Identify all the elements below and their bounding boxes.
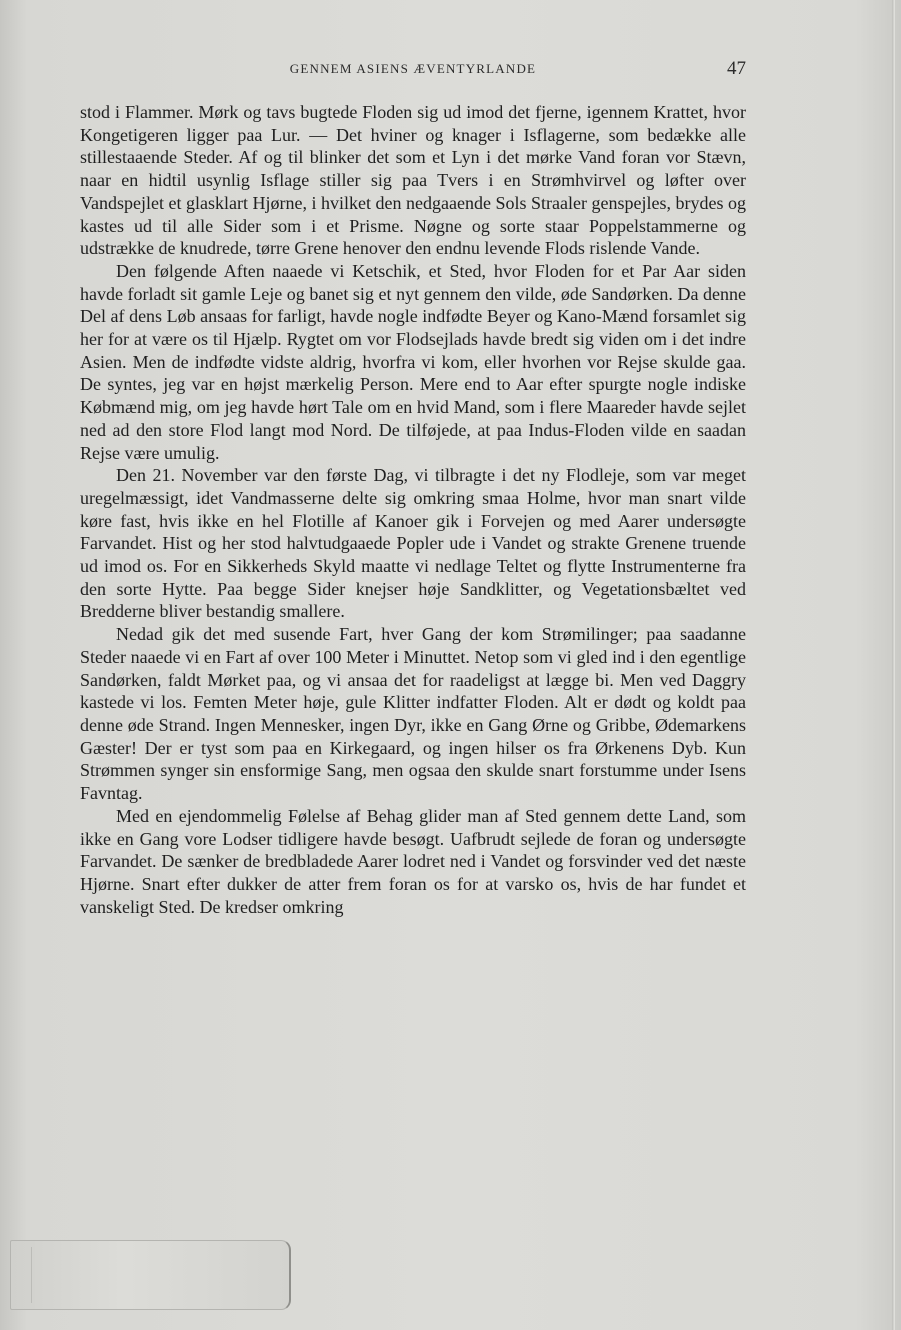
page-edge (892, 0, 895, 1330)
label-inner-line (31, 1247, 32, 1303)
body-text (80, 101, 746, 918)
library-label (10, 1240, 291, 1310)
paragraph-5: Med en ejendommelig Følelse af Behag glider man af Sted gennem dette Land, som ikke en Gang vore Lodser tidligere havde besøgt. Uafbrudt sejlede de foran og undersøgte Farvandet. De sænker de bredbladede Aarer lodret ned i Vandet og forsvinder ved det næste Hjørne. Snart efter dukker de atter frem foran os for at varsko os, hvis de har fundet et vanskeligt Sted. De kredser omkring (80, 805, 746, 917)
page-header (80, 58, 746, 82)
paragraph-2: Den følgende Aften naaede vi Ketschik, et Sted, hvor Floden for et Par Aar siden havde forladt sit gamle Leje og banet sig et nyt gennem den vilde, øde Sandørken. Da denne Del af dens Løb ansaas for farligt, havde nogle indfødte Beyer og Kano-Mænd forsamlet sig her for at være os til Hjælp. Rygtet om vor Flodsejlads havde bredt sig viden om i det indre Asien. Men de indfødte vidste aldrig, hvorfra vi kom, eller hvorhen vor Rejse skulde gaa. De syntes, jeg var en højst mærkelig Person. Mere end to Aar efter spurgte nogle indiske Købmænd mig, om jeg havde hørt Tale om en hvid Mand, som i flere Maareder havde sejlet ned ad den store Flod langt mod Nord. De tilføjede, at paa Indus-Floden vilde en saadan Rejse være umulig. (80, 260, 746, 463)
paragraph-3: Den 21. November var den første Dag, vi tilbragte i det ny Flodleje, som var meget uregelmæssigt, idet Vandmasserne delte sig omkring smaa Holme, hvor man snart vilde køre fast, hvis ikke en hel Flotille af Kanoer gik i Forvejen og med Aarer undersøgte Farvandet. Hist og her stod halvtudgaaede Popler ude i Vandet og strakte Grenene truende ud imod os. For en Sikkerheds Skyld maatte vi nedlage Teltet og flytte Instrumenterne fra den sorte Hytte. Paa begge Sider knejser høje Sandklitter, og Vegetationsbæltet ved Bredderne bliver bestandig smallere. (80, 465, 746, 622)
running-head: GENNEM ASIENS ÆVENTYRLANDE (289, 61, 537, 76)
page-number: 47 (727, 58, 746, 79)
paragraph-1: stod i Flammer. Mørk og tavs bugtede Floden sig ud imod det fjerne, igennem Krattet, hvor Kongetigeren ligger paa Lur. — Det hviner og knager i Isflagerne, som bedække alle stillestaaende Steder. Af og til blinker det som et Lyn i det mørke Vand foran vor Stævn, naar en hidtil usynlig Isflage stiller sig paa Tvers i en Strømhvirvel og løfter over Vandspejlet et glasklart Hjørne, i hvilket den nedgaaende Sols Straaler genspejles, brydes og kastes ud til alle Sider som i et Prisme. Nøgne og sorte staar Poppelstammerne og udstrække de knudrede, tørre Grene henover den endnu levende Flods rislende Vande. (80, 102, 746, 259)
paragraph-4: Nedad gik det med susende Fart, hver Gang der kom Strømilinger; paa saadanne Steder naaede vi en Fart af over 100 Meter i Minuttet. Netop som vi gled ind i den egentlige Sandørken, faldt Mørket paa, og vi ansaa det for raadeligst at lægge bi. Men ved Daggry kastede vi los. Femten Meter høje, gule Klitter indfatter Floden. Alt er dødt og koldt paa denne øde Strand. Ingen Mennesker, ingen Dyr, ikke en Gang Ørne og Gribbe, Ødemarkens Gæster! Der er tyst som paa en Kirkegaard, og ingen hilser os fra Ørkenens Dyb. Kun Strømmen synger sin ensformige Sang, men ogsaa den skulde snart forstumme under Isens Favntag. (80, 624, 746, 804)
